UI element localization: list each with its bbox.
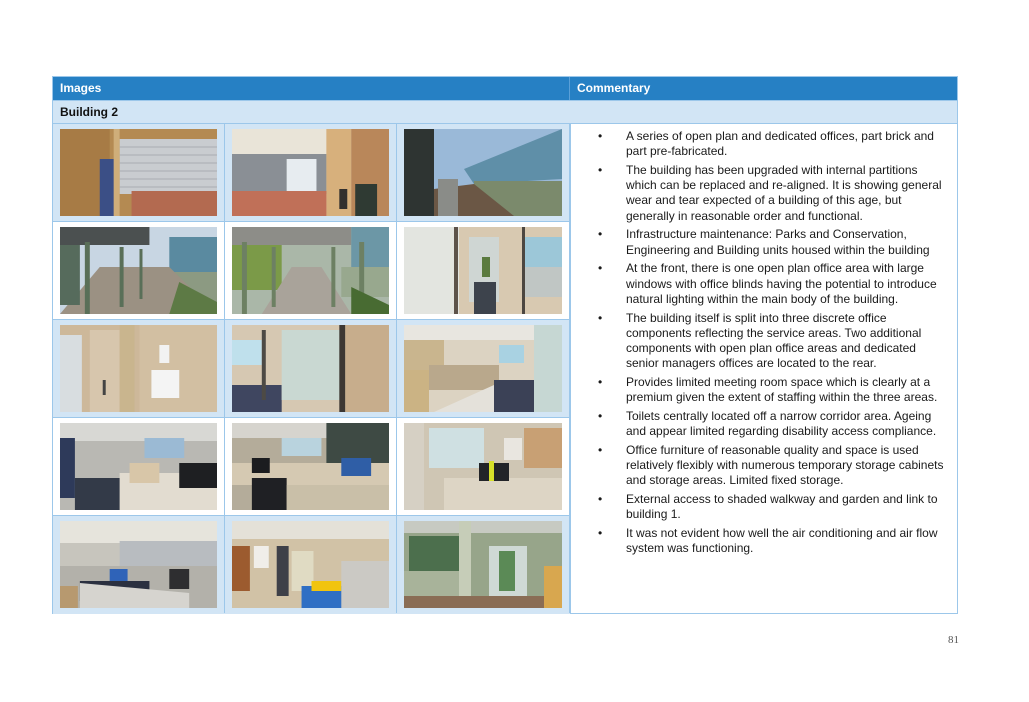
building-assessment-table bbox=[52, 76, 958, 614]
photo-grid bbox=[53, 124, 570, 614]
photo-cell bbox=[53, 320, 225, 417]
commentary-list bbox=[598, 129, 949, 557]
photo-cell bbox=[397, 516, 570, 613]
bullet-icon: • bbox=[598, 163, 603, 177]
section-title: Building 2 bbox=[53, 100, 957, 124]
commentary-item: • The building has been upgraded with internal partitions which can be replaced and re-aligned. It is showing general wear and tear expected of a building of this age, but generally in reasonable order and functional. bbox=[598, 163, 942, 223]
header-commentary: Commentary bbox=[577, 81, 651, 95]
bullet-icon: • bbox=[598, 310, 603, 325]
photo-cell bbox=[225, 320, 397, 417]
photo-row bbox=[53, 418, 570, 516]
commentary-item: • Infrastructure maintenance: Parks and Conservation, Engineering and Building units housed within the building bbox=[598, 227, 930, 257]
bullet-icon: • bbox=[598, 261, 603, 276]
bullet-icon: • bbox=[598, 227, 603, 242]
photo-cell bbox=[225, 418, 397, 515]
photo-external-entry bbox=[404, 521, 562, 608]
photo-cell bbox=[225, 222, 397, 319]
bullet-icon: • bbox=[598, 129, 603, 143]
commentary-item: • Office furniture of reasonable quality and space is used relatively flexibly with numerous temporary storage cabinets and storage areas. Limited fixed storage. bbox=[598, 443, 944, 488]
commentary-item: • Provides limited meeting room space which is clearly at a premium given the extent of staffing within the three areas. bbox=[598, 375, 938, 405]
photo-row bbox=[53, 320, 570, 418]
photo-cell bbox=[53, 418, 225, 515]
photo-cell bbox=[225, 516, 397, 613]
photo-cell bbox=[225, 124, 397, 221]
bullet-icon: • bbox=[598, 492, 603, 507]
commentary-item: • The building itself is split into three discrete office components reflecting the service areas. Two additional components with open plan office areas and dedicated senior managers offices are located to the rear. bbox=[598, 310, 922, 371]
photo-open-plan-office bbox=[404, 325, 562, 412]
photo-cell bbox=[53, 222, 225, 319]
photo-cell bbox=[53, 124, 225, 221]
photo-storage-area bbox=[232, 521, 389, 608]
photo-cell bbox=[397, 124, 570, 221]
page-number: 81 bbox=[948, 634, 959, 646]
commentary-item: • Toilets centrally located off a narrow corridor area. Ageing and appear limited regarding disability access compliance. bbox=[598, 409, 937, 439]
photo-cell bbox=[397, 320, 570, 417]
photo-reception-counter bbox=[60, 129, 217, 216]
photo-row bbox=[53, 124, 570, 222]
photo-cell bbox=[53, 516, 225, 613]
photo-glass-partition bbox=[404, 227, 562, 314]
bullet-icon: • bbox=[598, 409, 603, 424]
photo-toilet-doors bbox=[60, 325, 217, 412]
photo-office-meeting-glass bbox=[404, 423, 562, 510]
photo-walkway-garden bbox=[232, 227, 389, 314]
photo-cell bbox=[397, 222, 570, 319]
photo-office-cubicles bbox=[60, 521, 217, 608]
bullet-icon: • bbox=[598, 443, 603, 458]
commentary-item: • It was not evident how well the air conditioning and air flow system was functioning. bbox=[598, 526, 938, 556]
bullet-icon: • bbox=[598, 526, 603, 541]
photo-office-desks bbox=[60, 423, 217, 510]
commentary-item: • At the front, there is one open plan office area with large windows with office blinds having the potential to introduce natural lighting within the main body of the building. bbox=[598, 261, 937, 306]
photo-row bbox=[53, 516, 570, 614]
bullet-icon: • bbox=[598, 375, 603, 390]
photo-reception-desk bbox=[232, 129, 389, 216]
commentary-item: • A series of open plan and dedicated offices, part brick and part pre-fabricated. bbox=[598, 129, 934, 159]
photo-office-workstations-files bbox=[232, 423, 389, 510]
photo-row bbox=[53, 222, 570, 320]
photo-covered-walkway bbox=[60, 227, 217, 314]
header-images: Images bbox=[53, 77, 570, 100]
table-header-row bbox=[53, 77, 957, 100]
commentary-cell bbox=[570, 124, 957, 613]
photo-cell bbox=[397, 418, 570, 515]
photo-corridor-frosted-glass bbox=[232, 325, 389, 412]
commentary-item: • External access to shaded walkway and garden and link to building 1. bbox=[598, 492, 938, 522]
photo-exterior-building bbox=[404, 129, 562, 216]
